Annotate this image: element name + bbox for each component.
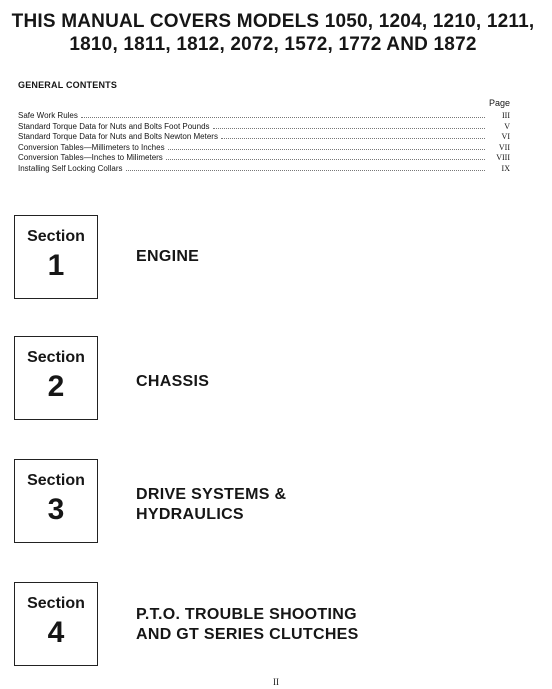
section-title-line: DRIVE SYSTEMS & xyxy=(136,486,287,503)
contents-row[interactable] xyxy=(18,122,510,133)
section-3-title[interactable] xyxy=(136,485,286,525)
section-title-line: AND GT SERIES CLUTCHES xyxy=(136,626,359,643)
section-title-line: CHASSIS xyxy=(136,373,210,390)
section-1-box[interactable] xyxy=(14,215,98,299)
section-title-line: ENGINE xyxy=(136,248,200,265)
section-4-box[interactable] xyxy=(14,582,98,666)
dot-leader xyxy=(166,153,485,160)
title-line-1: THIS MANUAL COVERS MODELS 1050, 1204, 1210, 1211, xyxy=(11,11,535,32)
contents-list xyxy=(18,111,510,174)
section-2-title[interactable] xyxy=(136,372,209,392)
dot-leader xyxy=(213,122,485,129)
section-3-box[interactable] xyxy=(14,459,98,543)
section-word: Section xyxy=(27,349,85,366)
contents-row-label: Conversion Tables—Inches to Milimeters xyxy=(18,153,163,162)
contents-row[interactable] xyxy=(18,132,510,143)
section-2-box[interactable] xyxy=(14,336,98,420)
contents-row-label: Installing Self Locking Collars xyxy=(18,163,123,173)
title-line-2: 1810, 1811, 1812, 2072, 1572, 1772 AND 1872 xyxy=(69,34,477,55)
general-contents-heading: GENERAL CONTENTS xyxy=(18,80,118,90)
dot-leader xyxy=(126,164,486,171)
section-word: Section xyxy=(27,228,85,245)
contents-row-label: Standard Torque Data for Nuts and Bolts Newton Meters xyxy=(18,132,218,141)
page-number: II xyxy=(273,677,279,687)
manual-title xyxy=(0,10,546,56)
contents-row[interactable] xyxy=(18,143,510,154)
section-title-line: P.T.O. TROUBLE SHOOTING xyxy=(136,606,357,623)
section-number: 4 xyxy=(47,616,65,649)
contents-row-page: IX xyxy=(501,163,510,173)
section-1-title[interactable] xyxy=(136,247,199,267)
page-column-label: Page xyxy=(488,98,510,108)
contents-row-label: Safe Work Rules xyxy=(18,111,78,120)
contents-row-page: VIII xyxy=(496,153,510,162)
dot-leader xyxy=(221,132,485,139)
contents-row-page: VII xyxy=(498,142,510,152)
dot-leader xyxy=(81,111,485,118)
contents-row-label: Conversion Tables—Millimeters to Inches xyxy=(18,142,165,152)
section-number: 1 xyxy=(47,249,65,282)
section-number: 2 xyxy=(47,370,65,403)
section-number: 3 xyxy=(47,493,65,526)
section-word: Section xyxy=(27,472,85,489)
contents-row-page: V xyxy=(504,121,510,131)
contents-row-label: Standard Torque Data for Nuts and Bolts Foot Pounds xyxy=(18,121,210,131)
contents-row-page: III xyxy=(502,111,510,120)
dot-leader xyxy=(168,143,485,150)
section-word: Section xyxy=(27,595,85,612)
contents-row[interactable] xyxy=(18,164,510,175)
section-4-title[interactable] xyxy=(136,605,359,645)
contents-row[interactable] xyxy=(18,111,510,122)
contents-row[interactable] xyxy=(18,153,510,164)
section-title-line: HYDRAULICS xyxy=(136,506,244,523)
contents-row-page: VI xyxy=(501,132,510,141)
